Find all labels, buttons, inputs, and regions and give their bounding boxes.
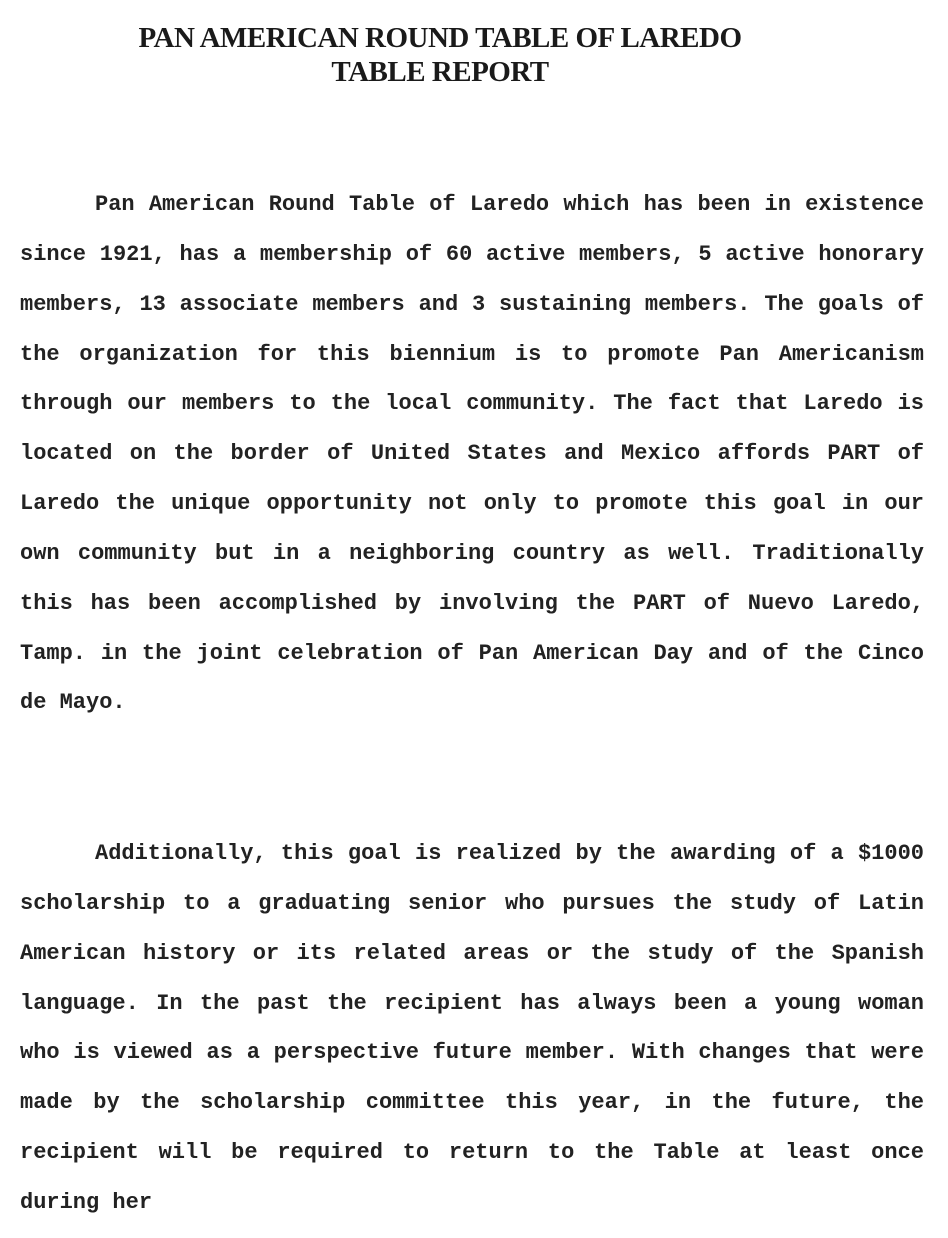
document-title: PAN AMERICAN ROUND TABLE OF LAREDO: [138, 22, 742, 54]
document-subtitle: TABLE REPORT: [331, 56, 549, 88]
body-paragraph: Pan American Round Table of Laredo which has been in existence since 1921, has a membership of 60 active members, 5 active honorary members, 13 associate members and 3 sustaining members. The goals of the organization for this biennium is to promote Pan Americanism through our members to the local community. The fact that Laredo is located on the border of United States and Mexico affords PART of Laredo the unique opportunity not only to promote this goal in our own community but in a neighboring country as well. Traditionally this has been accomplished by involving the PART of Nuevo Laredo, Tamp. in the joint celebration of Pan American Day and of the Cinco de Mayo.: [20, 192, 924, 716]
body-paragraph: Additionally, this goal is realized by the awarding of a $1000 scholarship to a graduating senior who pursues the study of Latin American history or its related areas or the study of the Spanish language. In the past the recipient has always been a young woman who is viewed as a perspective future member. With changes that were made by the scholarship committee this year, in the future, the recipient will be required to return to the Table at least once during her: [20, 841, 924, 1215]
